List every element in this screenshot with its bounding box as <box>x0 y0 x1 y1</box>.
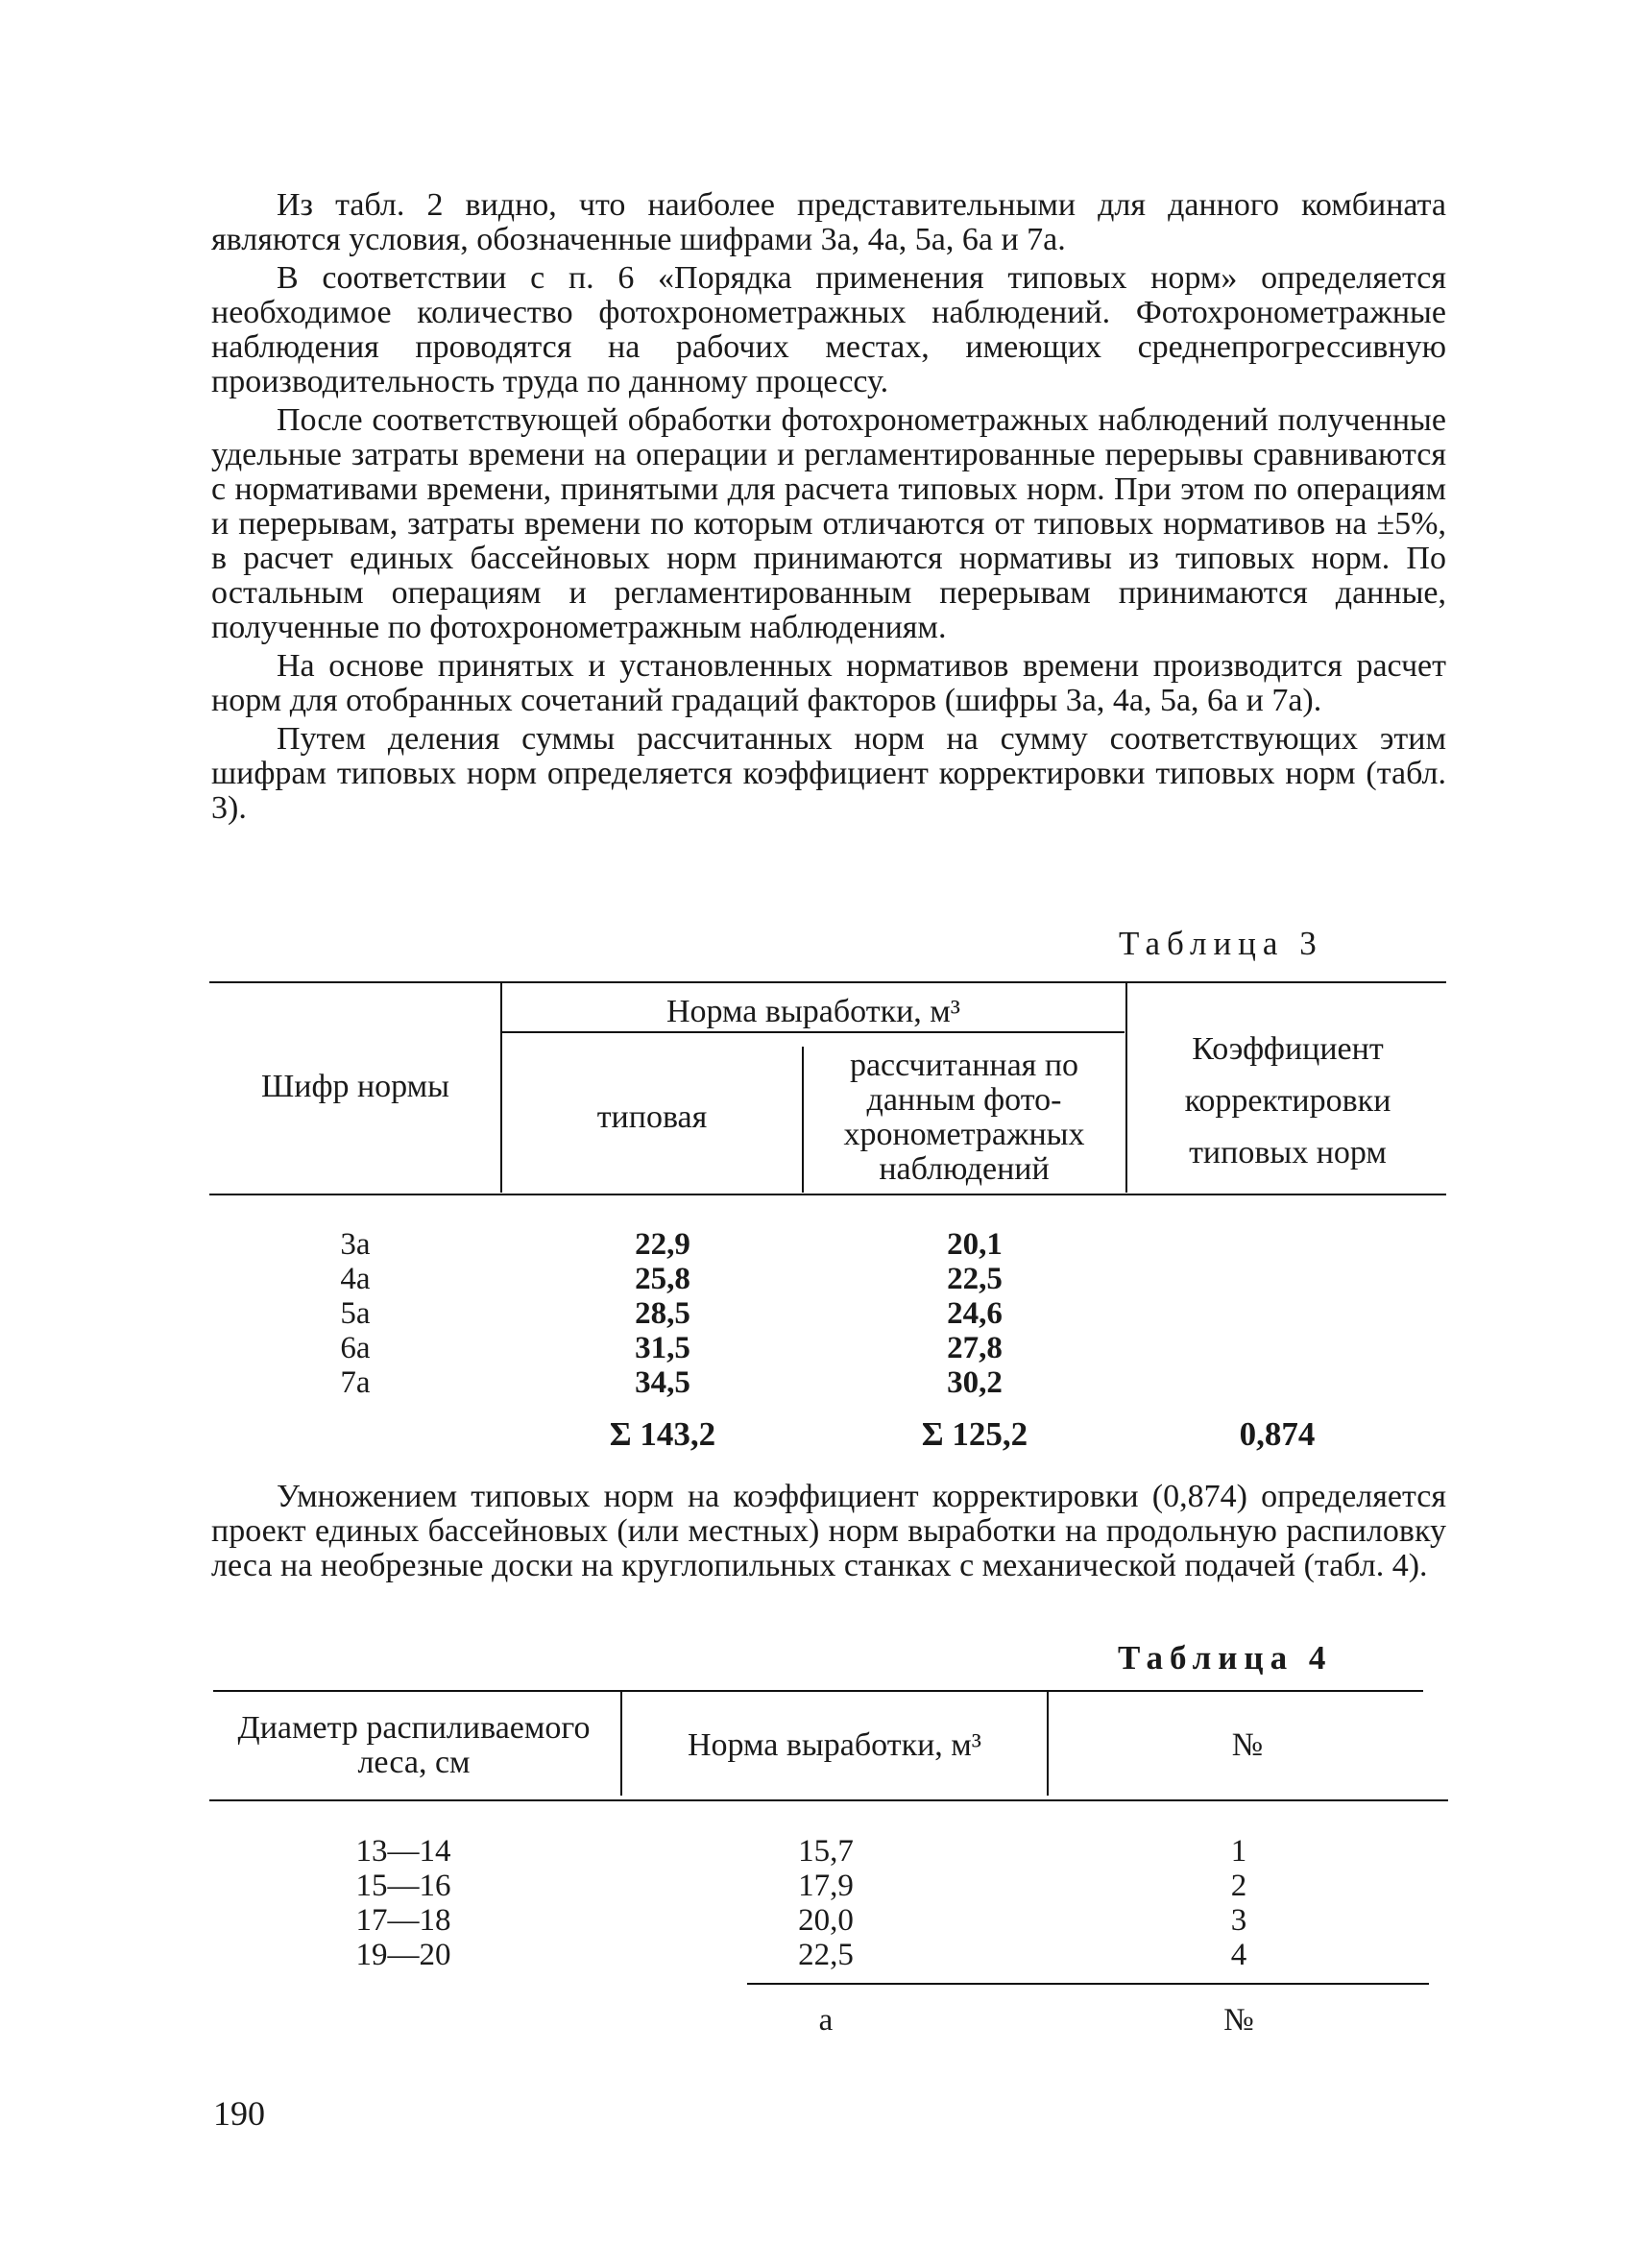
table3-cell-code: 6а <box>340 1331 371 1365</box>
table3-cell-code: 7а <box>340 1365 371 1400</box>
table4-cell-num: 3 <box>1230 1903 1247 1938</box>
table4-footer-num: № <box>1223 2003 1254 2038</box>
table4-caption: Таблица 4 <box>1118 1639 1333 1677</box>
intro-text <box>211 188 1446 826</box>
table4-header-diam-line: леса, см <box>357 1745 471 1780</box>
table4-cell-diam: 13—14 <box>355 1834 451 1869</box>
table4-top-rule <box>213 1690 1423 1692</box>
paragraph-5: Путем деления суммы рассчитанных норм на сумму соответствующих этим шифрам типовых норм определяется коэффициент корректировки типовых норм (табл. 3). <box>211 721 1446 826</box>
table4-cell-diam: 17—18 <box>355 1903 451 1938</box>
table3-cell-typical: 31,5 <box>635 1331 690 1365</box>
table4-header-num: № <box>1231 1727 1264 1763</box>
table3-header-coef-line: корректировки <box>1184 1083 1391 1119</box>
table4-cell-num: 2 <box>1230 1869 1247 1903</box>
table4-cell-num: 4 <box>1230 1938 1247 1972</box>
table3-header-calc <box>805 1049 1124 1187</box>
paragraph-1: Из табл. 2 видно, что наиболее представительными для данного комбината являются условия, обозначенные шифрами 3а, 4а, 5а, 6а и 7а. <box>211 187 1446 257</box>
table3-header-bottom-rule <box>209 1194 1446 1195</box>
table4-header-bottom-rule <box>209 1799 1448 1801</box>
table4-cell-num: 1 <box>1230 1834 1247 1869</box>
page-number: 190 <box>213 2094 265 2133</box>
table4-col-divider-2 <box>1047 1692 1049 1796</box>
table3-group-rule <box>502 1031 1125 1033</box>
table3-header-calc-line: хронометражных <box>843 1117 1085 1152</box>
table3-header-calc-line: рассчитанная по <box>849 1048 1079 1083</box>
table4-cell-norm: 20,0 <box>798 1903 854 1938</box>
table3-header-typical: типовая <box>596 1099 708 1135</box>
table3-header-coef <box>1129 1024 1446 1179</box>
table3-cell-calc: 20,1 <box>947 1227 1003 1262</box>
after-table3-text <box>211 1480 1446 1583</box>
table4-header-diam-line: Диаметр распиливаемого <box>237 1710 591 1746</box>
table3-coefficient: 0,874 <box>1239 1415 1316 1453</box>
table3-cell-code: 4а <box>340 1262 371 1296</box>
table3-cell-code: 5а <box>340 1296 371 1331</box>
table4-cell-norm: 15,7 <box>798 1834 854 1869</box>
table3-header-calc-line: данным фото- <box>866 1082 1062 1118</box>
table4-header-norm: Норма выработки, м³ <box>687 1727 982 1763</box>
paragraph-4: На основе принятых и установленных нормативов времени производится расчет норм для отобранных сочетаний градаций факторов (шифры 3а, 4а, 5а, 6а и 7а). <box>211 648 1446 718</box>
table4-cell-diam: 19—20 <box>355 1938 451 1972</box>
table3-header-coef-line: Коэффициент <box>1192 1031 1384 1067</box>
table3-header-calc-line: наблюдений <box>879 1151 1050 1187</box>
table4-cell-norm: 17,9 <box>798 1869 854 1903</box>
table4-col-divider-1 <box>620 1692 622 1796</box>
table3-cell-calc: 30,2 <box>947 1365 1003 1400</box>
table3-cell-typical: 22,9 <box>635 1227 690 1262</box>
table3-cell-typical: 25,8 <box>635 1262 690 1296</box>
table4-header-diam <box>209 1711 618 1780</box>
table3-header-code: Шифр нормы <box>260 1069 450 1104</box>
table4-footer-a: а <box>818 2003 834 2038</box>
table3-header-norm: Норма выработки, м³ <box>665 994 961 1029</box>
table3-col-divider-1 <box>500 983 502 1193</box>
table3-caption: Таблица 3 <box>1119 925 1323 962</box>
table3-col-divider-2 <box>1125 983 1127 1193</box>
table3-top-rule <box>209 981 1446 983</box>
table3-header-coef-line: типовых норм <box>1189 1135 1387 1170</box>
table3-cell-code: 3а <box>340 1227 371 1262</box>
table3-cell-typical: 34,5 <box>635 1365 690 1400</box>
table3-sum-calc: Σ 125,2 <box>921 1415 1028 1453</box>
table3-cell-calc: 24,6 <box>947 1296 1003 1331</box>
table3-col-divider-3 <box>802 1047 804 1193</box>
table3-sum-typical: Σ 143,2 <box>609 1415 716 1453</box>
table4-bottom-rule <box>747 1983 1429 1985</box>
paragraph-2: В соответствии с п. 6 «Порядка применения типовых норм» определяется необходимое количество фотохронометражных наблюдений. Фотохронометражные наблюдения проводятся на рабочих местах, имеющих среднепрогрессивную производительность труда по данному процессу. <box>211 260 1446 399</box>
paragraph-6: Умножением типовых норм на коэффициент корректировки (0,874) определяется проект единых бассейновых (или местных) норм выработки на продольную распиловку леса на необрезные доски на круглопильных станках с механической подачей (табл. 4). <box>211 1479 1446 1583</box>
table3-cell-calc: 27,8 <box>947 1331 1003 1365</box>
table4-cell-norm: 22,5 <box>798 1938 854 1972</box>
paragraph-3: После соответствующей обработки фотохронометражных наблюдений полученные удельные затраты времени на операции и регламентированные перерывы сравниваются с нормативами времени, принятыми для расчета типовых норм. При этом по операциям и перерывам, затраты времени по которым отличаются от типовых нормативов на ±5%, в расчет единых бассейновых норм принимаются нормативы из типовых норм. По остальным операциям и регламентированным перерывам принимаются данные, полученные по фотохронометражным наблюдениям. <box>211 402 1446 645</box>
table3-cell-typical: 28,5 <box>635 1296 690 1331</box>
table4-cell-diam: 15—16 <box>355 1869 451 1903</box>
table3-cell-calc: 22,5 <box>947 1262 1003 1296</box>
